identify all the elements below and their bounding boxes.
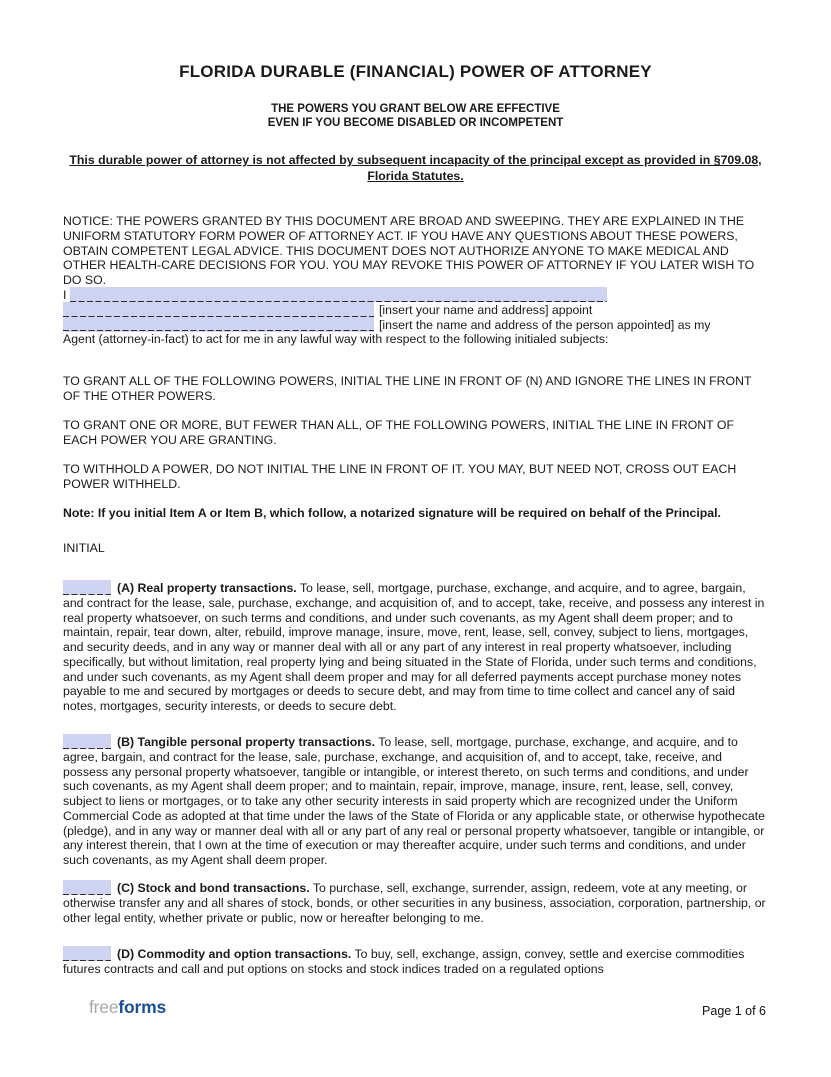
agent-field-hint: [insert the name and address of the person appointed] as my	[379, 317, 711, 332]
principal-name-address-field[interactable]	[70, 287, 607, 302]
notary-note: Note: If you initial Item A or Item B, which follow, a notarized signature will be required on behalf of the Principal.	[63, 506, 721, 521]
power-label-d: (D) Commodity and option transactions.	[117, 947, 352, 962]
durable-clause-heading: This durable power of attorney is not affected by subsequent incapacity of the principal except as provided in §709.08, Florida Statutes.	[69, 153, 762, 183]
notice-paragraph: NOTICE: THE POWERS GRANTED BY THIS DOCUMENT ARE BROAD AND SWEEPING. THEY ARE EXPLAINED IN THE UNIFORM STATUTORY FORM POWER OF ATTORNEY ACT. IF YOU HAVE ANY QUESTIONS ABOUT THESE POWERS, OBTAIN COMPETENT LEGAL ADVICE. THIS DOCUMENT DOES NOT AUTHORIZE ANYONE TO MAKE MEDICAL AND OTHER HEALTH-CARE DECISIONS FOR YOU. YOU MAY REVOKE THIS POWER OF ATTORNEY IF YOU LATER WISH TO DO SO.	[63, 214, 755, 288]
power-item-real-property	[63, 580, 768, 713]
principal-fill-line	[63, 287, 768, 302]
instruction-withhold: TO WITHHOLD A POWER, DO NOT INITIAL THE LINE IN FRONT OF IT. YOU MAY, BUT NEED NOT, CROSS OUT EACH POWER WITHHELD.	[63, 462, 737, 491]
logo-forms-text: forms	[118, 997, 166, 1017]
power-label-b: (B) Tangible personal property transactions.	[117, 735, 376, 750]
appointment-section	[63, 287, 768, 347]
power-item-tangible-personal-property	[63, 734, 768, 867]
subtitle-line-1: THE POWERS YOU GRANT BELOW ARE EFFECTIVE	[271, 103, 560, 115]
principal-fill-line-2	[63, 302, 768, 317]
initial-field-a[interactable]	[63, 580, 111, 595]
subtitle-line-2: EVEN IF YOU BECOME DISABLED OR INCOMPETENT	[267, 116, 564, 129]
freeforms-logo	[89, 997, 166, 1017]
instruction-grant-one: TO GRANT ONE OR MORE, BUT FEWER THAN ALL, OF THE FOLLOWING POWERS, INITIAL THE LINE IN FRONT OF EACH POWER YOU ARE GRANTING.	[63, 418, 734, 447]
principal-address-field[interactable]	[63, 302, 374, 317]
power-body-a: To lease, sell, mortgage, purchase, exchange, and acquire, and to agree, bargain, and contract for the lease, sale, purchase, exchange, and acquisition of, and to accept, take, receive, and possess any interest in real property whatsoever, on such terms and conditions, and under such covenants, as my Agent shall deem proper; and to maintain, repair, tear down, alter, rebuild, improve manage, insure, move, rent, lease, sell, convey, subject to liens, mortgages, and security deeds, and in any way or manner deal with all or any part of any interest in real property whatsoever, including specifically, but without limitation, real property lying and being situated in the State of Florida, under such terms and conditions, and under such covenants, as my Agent shall deem proper and may for all deferred payments accept purchase money notes payable to me and secured by mortgages or deeds to secure debt, and may from time to time collect and cancel any of said notes, mortgages, security interests, or deeds to secure debt.	[63, 581, 765, 713]
logo-free-text: free	[89, 997, 119, 1017]
document-title: FLORIDA DURABLE (FINANCIAL) POWER OF ATTORNEY	[179, 62, 652, 81]
initial-field-b[interactable]	[63, 734, 111, 749]
power-body-c: To purchase, sell, exchange, surrender, assign, redeem, vote at any meeting, or otherwise transfer any and all shares of stock, bonds, or other securities in any business, association, corporation, partnership, or other legal entity, whether private or public, now or hereafter belonging to me.	[63, 881, 766, 925]
initial-field-c[interactable]	[63, 880, 111, 895]
initial-field-d[interactable]	[63, 946, 111, 961]
document-subtitle	[63, 103, 768, 130]
page-number: Page 1 of 6	[702, 1004, 766, 1018]
principal-prefix: I	[63, 288, 67, 302]
power-label-a: (A) Real property transactions.	[117, 581, 297, 596]
power-body-d: To buy, sell, exchange, assign, convey, settle and exercise commodities futures contracts and call and put options on stocks and stock indices traded on a regulated options	[63, 947, 745, 976]
appointment-closing-line: Agent (attorney-in-fact) to act for me in any lawful way with respect to the following initialed subjects:	[63, 331, 609, 346]
power-item-commodity-and-option	[63, 946, 768, 976]
power-body-b: To lease, sell, mortgage, purchase, exchange, and acquire, and to agree, bargain, and contract for the lease, sale, purchase, exchange, and acquisition of, and to accept, take, receive, and possess any personal property whatsoever, tangible or intangible, or interest thereto, on such terms and conditions, and under such covenants, as my Agent shall deem proper; and to maintain, repair, improve, manage, insure, rent, lease, sell, convey, subject to liens or mortgages, or to take any other security interests in said property which are recognized under the Uniform Commercial Code as adopted at that time under the laws of the State of Florida or any applicable state, or otherwise hypothecate (pledge), and in any way or manner deal with all or any part of any real or personal property whatsoever, tangible or intangible, or any interest therein, that I own at the time of execution or may thereafter acquire, under such terms and conditions, and under such covenants, as my Agent shall deem proper.	[63, 735, 765, 867]
power-item-stock-and-bond	[63, 880, 768, 925]
initial-label: INITIAL	[63, 541, 105, 555]
agent-fill-line	[63, 317, 768, 332]
instruction-grant-all: TO GRANT ALL OF THE FOLLOWING POWERS, INITIAL THE LINE IN FRONT OF (N) AND IGNORE THE LINES IN FRONT OF THE OTHER POWERS.	[63, 374, 752, 403]
principal-field-hint: [insert your name and address] appoint	[379, 302, 593, 317]
power-label-c: (C) Stock and bond transactions.	[117, 881, 310, 896]
agent-name-address-field[interactable]	[63, 317, 374, 332]
